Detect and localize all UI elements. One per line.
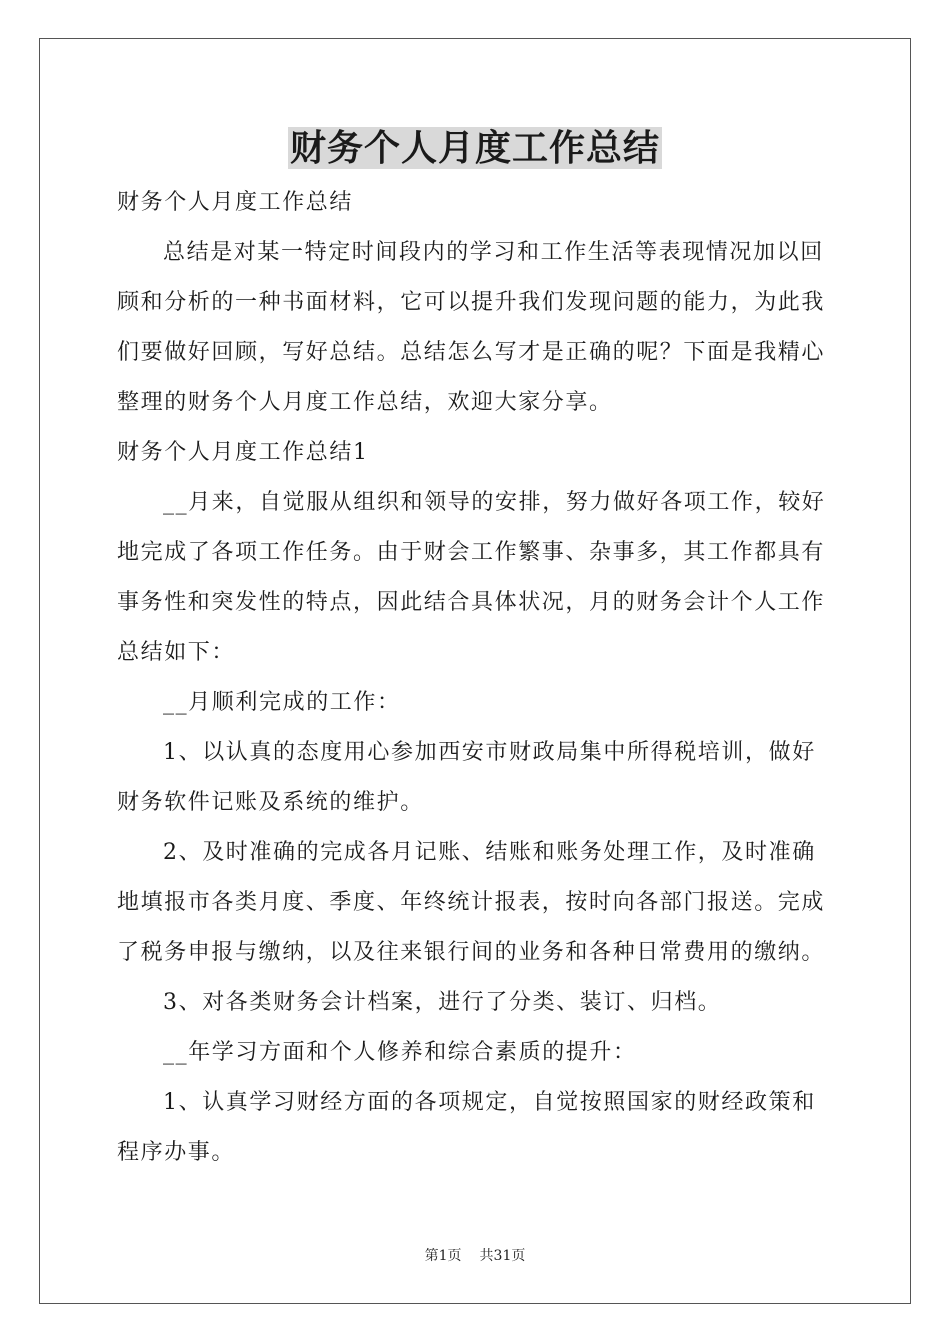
intro-line: 总结是对某一特定时间段内的学习和工作生活等表现情况加以回 — [163, 240, 824, 265]
document-title-text: 财务个人月度工作总结 — [289, 127, 660, 169]
page-footer — [0, 1246, 950, 1266]
paragraph-item-2 — [117, 828, 833, 978]
document-subtitle: 财务个人月度工作总结 — [117, 190, 354, 215]
paragraph-overview — [117, 478, 833, 678]
paragraph-item-1 — [117, 728, 833, 828]
paragraph-line: __月顺利完成的工作： — [163, 690, 401, 715]
paragraph-line: 1、认真学习财经方面的各项规定，自觉按照国家的财经政策和 — [163, 1090, 816, 1115]
intro-line: 们要做好回顾，写好总结。总结怎么写才是正确的呢？下面是我精心 — [117, 340, 826, 365]
paragraph-study — [117, 1028, 833, 1078]
paragraph-study-item-1 — [117, 1078, 833, 1178]
page-number: 第1页 — [424, 1248, 462, 1264]
paragraph-line: 程序办事。 — [117, 1140, 236, 1165]
paragraph-line: 了税务申报与缴纳，以及往来银行间的业务和各种日常费用的缴纳。 — [117, 940, 826, 965]
paragraph-line: 1、以认真的态度用心参加西安市财政局集中所得税培训，做好 — [163, 740, 816, 765]
intro-line: 顾和分析的一种书面材料，它可以提升我们发现问题的能力，为此我 — [117, 290, 826, 315]
paragraph-line: 地完成了各项工作任务。由于财会工作繁事、杂事多，其工作都具有 — [117, 540, 826, 565]
intro-line: 整理的财务个人月度工作总结，欢迎大家分享。 — [117, 390, 613, 415]
paragraph-line: 事务性和突发性的特点，因此结合具体状况，月的财务会计个人工作 — [117, 590, 826, 615]
paragraph-line: 2、及时准确的完成各月记账、结账和账务处理工作，及时准确 — [163, 840, 816, 865]
intro-paragraph — [117, 228, 833, 428]
paragraph-line: __月来，自觉服从组织和领导的安排，努力做好各项工作，较好 — [163, 490, 826, 515]
paragraph-line: 地填报市各类月度、季度、年终统计报表，按时向各部门报送。完成 — [117, 890, 826, 915]
paragraph-completed-work — [117, 678, 833, 728]
document-body — [117, 178, 833, 1178]
page-total: 共31页 — [479, 1248, 526, 1264]
document-title — [0, 124, 950, 172]
paragraph-line: __年学习方面和个人修养和综合素质的提升： — [163, 1040, 637, 1065]
paragraph-line: 总结如下： — [117, 640, 236, 665]
paragraph-line: 财务软件记账及系统的维护。 — [117, 790, 424, 815]
paragraph-item-3 — [117, 978, 833, 1028]
paragraph-line: 3、对各类财务会计档案，进行了分类、装订、归档。 — [163, 990, 722, 1015]
section-heading: 财务个人月度工作总结1 — [117, 440, 369, 465]
